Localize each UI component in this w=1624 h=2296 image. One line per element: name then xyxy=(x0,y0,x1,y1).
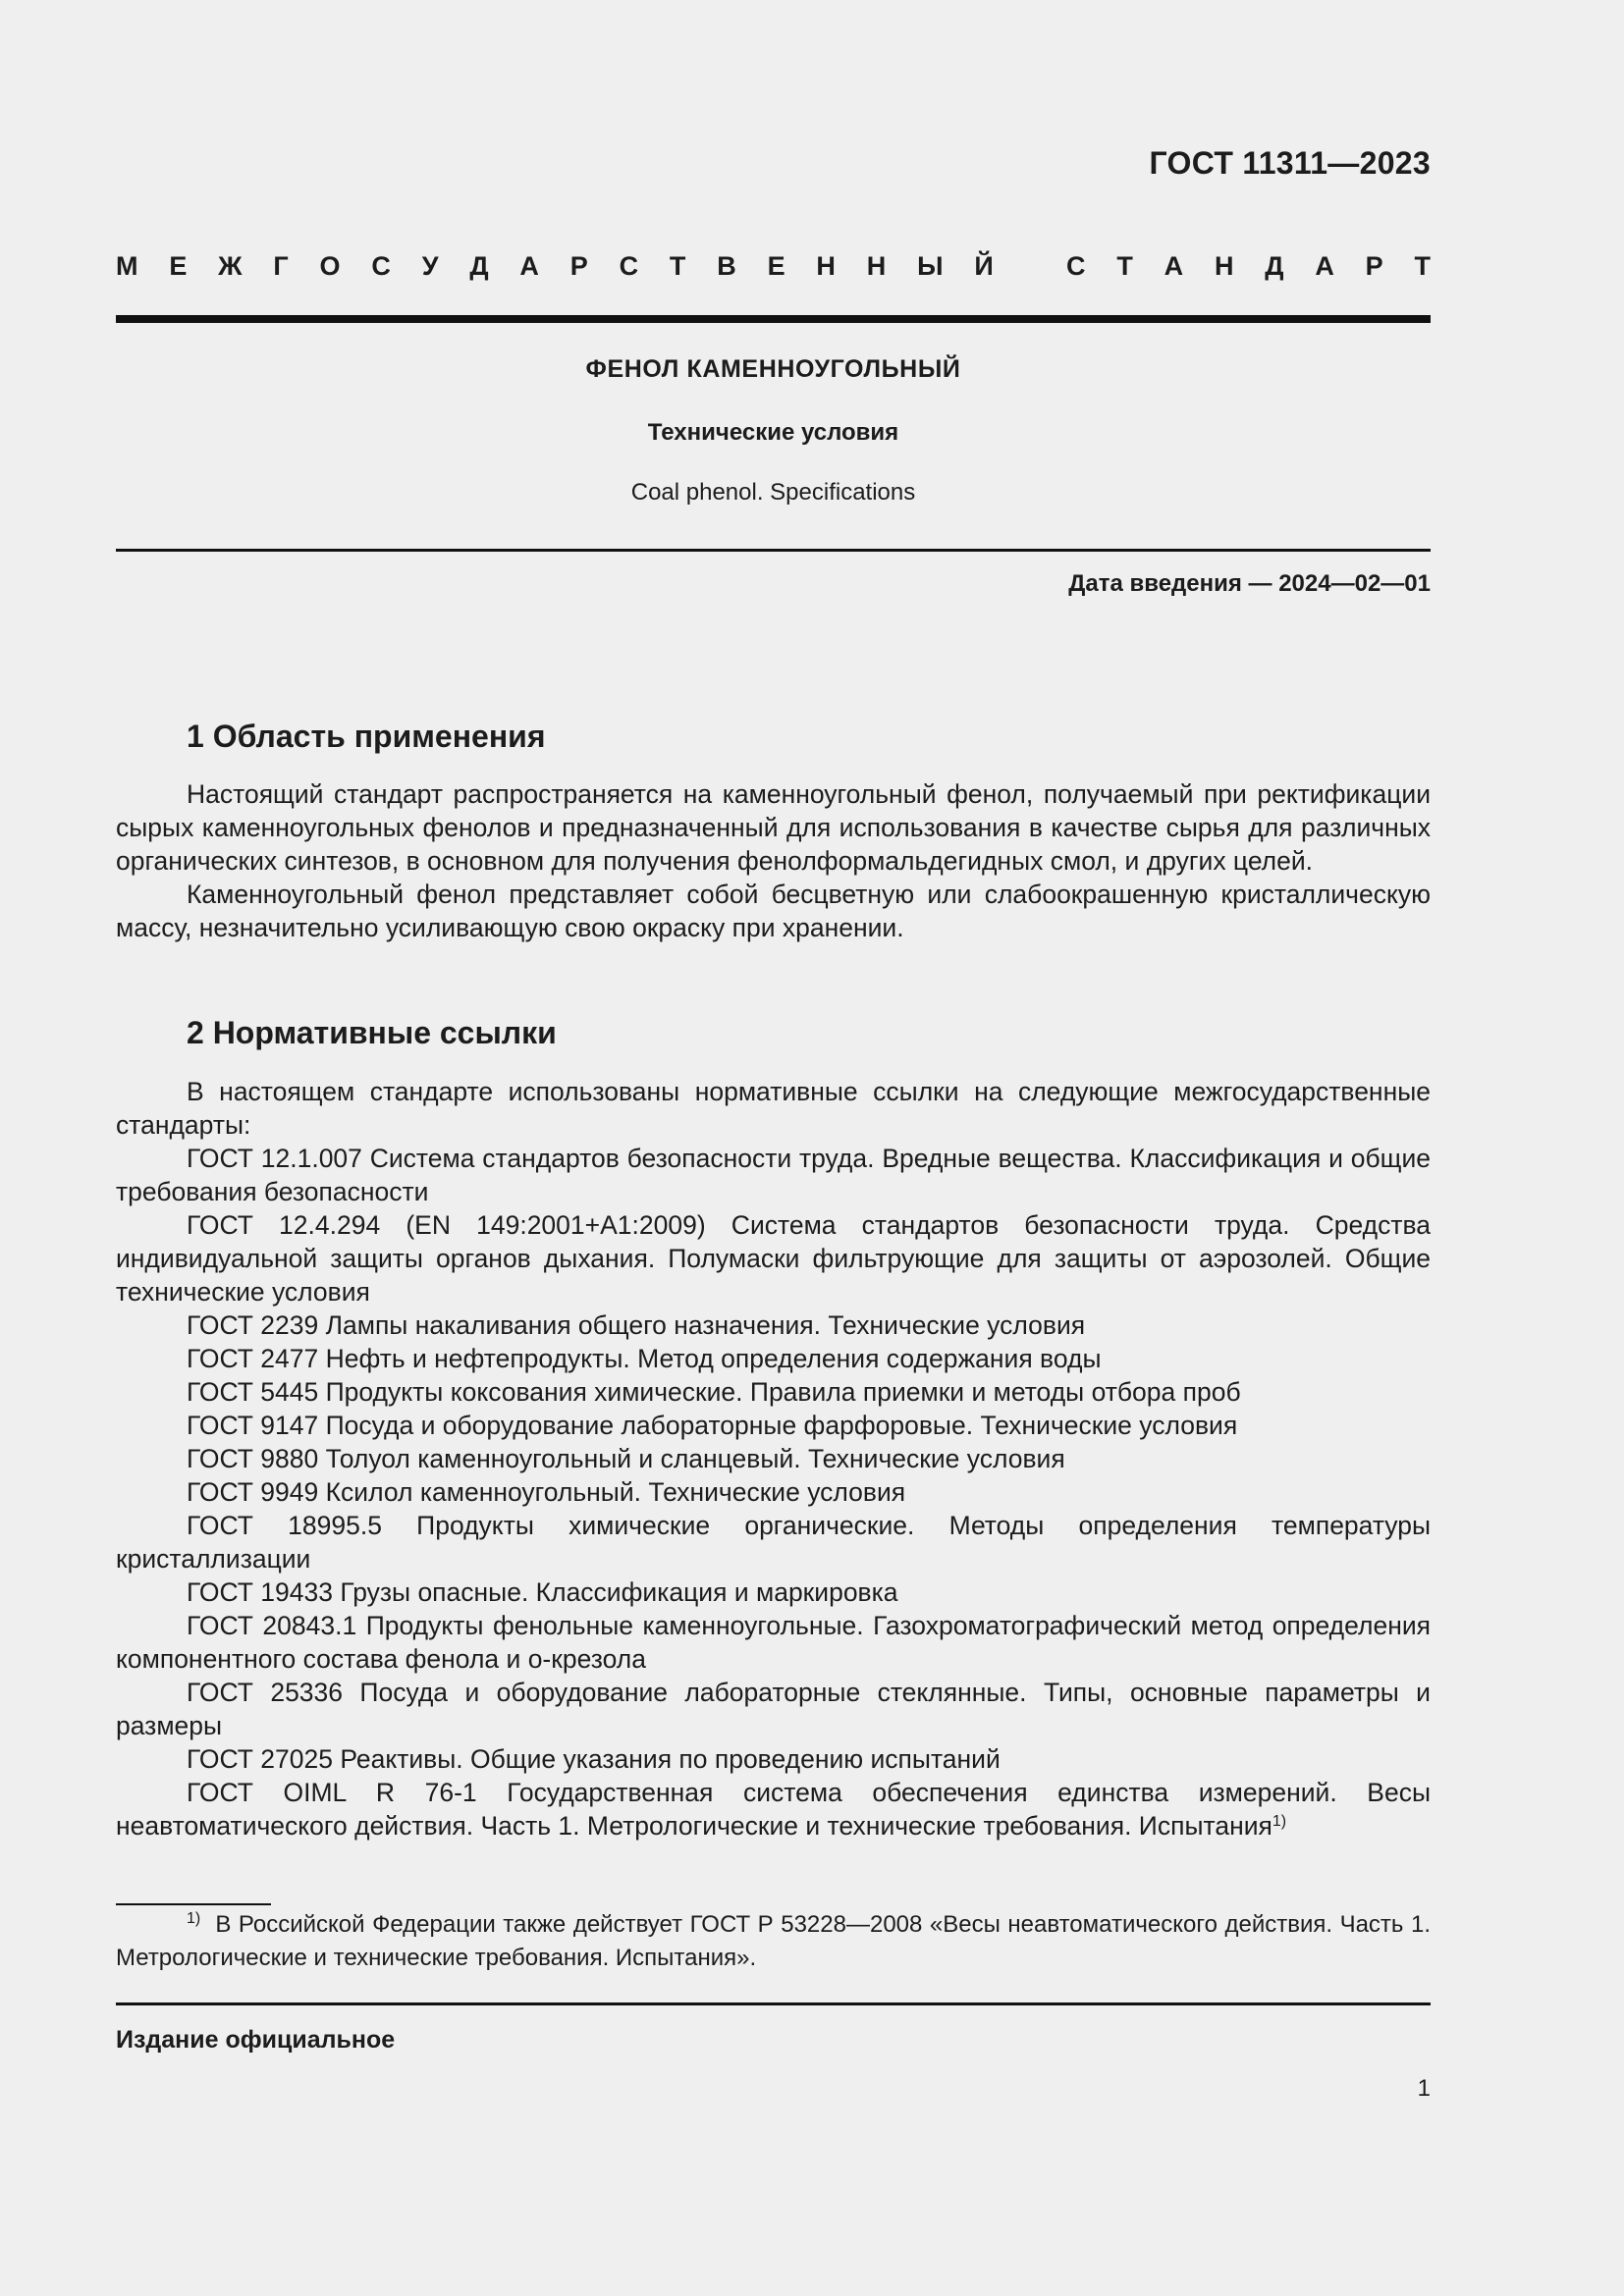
reference-item: ГОСТ 9147 Посуда и оборудование лабораторные фарфоровые. Технические условия xyxy=(187,1411,1238,1440)
heading-letter: А xyxy=(1164,251,1184,281)
reference-item: ГОСТ 25336 Посуда и оборудование лабораторные стеклянные. Типы, основные параметры и размеры xyxy=(116,1678,1431,1740)
standard-type-word-2 xyxy=(1066,251,1431,282)
document-page xyxy=(116,0,1431,2296)
heading-letter: Н xyxy=(816,251,836,281)
standard-type-word-1 xyxy=(116,251,994,282)
heading-letter: Г xyxy=(273,251,289,281)
doc-subtitle: Технические условия xyxy=(647,419,899,446)
heading-letter: О xyxy=(319,251,341,281)
heading-letter: Е xyxy=(169,251,188,281)
footnote-mark: 1) xyxy=(1272,1813,1287,1830)
paragraph: В настоящем стандарте использованы нормативные ссылки на следующие межгосударственные стандарты: xyxy=(116,1077,1431,1140)
reference-item: ГОСТ 27025 Реактивы. Общие указания по проведению испытаний xyxy=(187,1744,1001,1774)
section-1-body xyxy=(116,777,1431,944)
heading-letter: М xyxy=(116,251,138,281)
heading-letter: С xyxy=(371,251,391,281)
footnote-number: 1) xyxy=(187,1910,201,1927)
reference-item: ГОСТ 19433 Грузы опасные. Классификация и маркировка xyxy=(187,1577,898,1607)
heading-letter: Д xyxy=(1265,251,1284,281)
section-2-heading-block xyxy=(116,1013,1431,1052)
heading-letter: Т xyxy=(1116,251,1133,281)
footer-rule xyxy=(116,2002,1431,2005)
page-number: 1 xyxy=(1417,2075,1431,2102)
header-rule xyxy=(116,315,1431,323)
heading-letter: У xyxy=(421,251,439,281)
title-rule xyxy=(116,549,1431,552)
section-1-heading-block xyxy=(116,717,1431,756)
heading-letter: Ы xyxy=(917,251,944,281)
reference-item: ГОСТ 12.4.294 (EN 149:2001+A1:2009) Система стандартов безопасности труда. Средства индивидуальной защиты органов дыхания. Полумаски фильтрующие для защиты от аэрозолей. Общие технические условия xyxy=(116,1210,1431,1307)
heading-letter: В xyxy=(717,251,736,281)
heading-letter: Й xyxy=(974,251,994,281)
reference-item-last xyxy=(116,1776,1431,1842)
heading-letter: Р xyxy=(569,251,588,281)
reference-item: ГОСТ 2477 Нефть и нефтепродукты. Метод определения содержания воды xyxy=(187,1344,1102,1373)
footnote-text: В Российской Федерации также действует ГОСТ Р 53228—2008 «Весы неавтоматического действия. Часть 1. Метрологические и технические требования. Испытания». xyxy=(116,1911,1431,1971)
heading-letter: А xyxy=(519,251,539,281)
footnote-rule xyxy=(116,1903,271,1905)
heading-letter: Д xyxy=(469,251,489,281)
heading-letter: Н xyxy=(866,251,887,281)
heading-letter: Т xyxy=(669,251,686,281)
reference-item: ГОСТ 2239 Лампы накаливания общего назначения. Технические условия xyxy=(187,1310,1086,1340)
heading-letter: Т xyxy=(1414,251,1431,281)
official-edition: Издание официальное xyxy=(116,2026,396,2054)
heading-letter: С xyxy=(619,251,639,281)
section-2-body xyxy=(116,1075,1431,1842)
reference-item: ГОСТ 9949 Ксилол каменноугольный. Технические условия xyxy=(187,1477,906,1507)
footnote xyxy=(116,1908,1431,1975)
reference-item: ГОСТ 20843.1 Продукты фенольные каменноугольные. Газохроматографический метод определения компонентного состава фенола и о-крезола xyxy=(116,1611,1431,1674)
intro-date: Дата введения — 2024—02—01 xyxy=(1068,570,1431,597)
reference-text: ГОСТ OIML R 76-1 Государственная система обеспечения единства измерений. Весы неавтоматического действия. Часть 1. Метрологические и технические требования. Испытания xyxy=(116,1778,1431,1841)
doc-number: ГОСТ 11311—2023 xyxy=(1149,145,1431,181)
reference-item: ГОСТ 18995.5 Продукты химические органические. Методы определения температуры кристаллизации xyxy=(116,1511,1431,1574)
heading-letter: Ж xyxy=(218,251,243,281)
heading-letter: Е xyxy=(767,251,785,281)
reference-item: ГОСТ 9880 Толуол каменноугольный и сланцевый. Технические условия xyxy=(187,1444,1065,1473)
heading-letter: Р xyxy=(1365,251,1383,281)
standard-type-heading xyxy=(116,251,1431,282)
reference-item: ГОСТ 5445 Продукты коксования химические. Правила приемки и методы отбора проб xyxy=(187,1377,1241,1407)
heading-letter: А xyxy=(1315,251,1334,281)
paragraph: Каменноугольный фенол представляет собой бесцветную или слабоокрашенную кристаллическую массу, незначительно усиливающую свою окраску при хранении. xyxy=(116,880,1431,942)
doc-title-english: Coal phenol. Specifications xyxy=(630,479,916,506)
paragraph: Настоящий стандарт распространяется на каменноугольный фенол, получаемый при ректификации сырых каменноугольных фенолов и предназначенный для использования в качестве сырья для различных органических синтезов, в основном для получения фенолформальдегидных смол, и других целей. xyxy=(116,779,1431,876)
section-heading: 1 Область применения xyxy=(187,719,546,754)
reference-item: ГОСТ 12.1.007 Система стандартов безопасности труда. Вредные вещества. Классификация и общие требования безопасности xyxy=(116,1144,1431,1206)
heading-letter: Н xyxy=(1214,251,1234,281)
doc-title: ФЕНОЛ КАМЕННОУГОЛЬНЫЙ xyxy=(585,355,961,383)
section-heading: 2 Нормативные ссылки xyxy=(187,1015,557,1050)
heading-letter: С xyxy=(1066,251,1086,281)
